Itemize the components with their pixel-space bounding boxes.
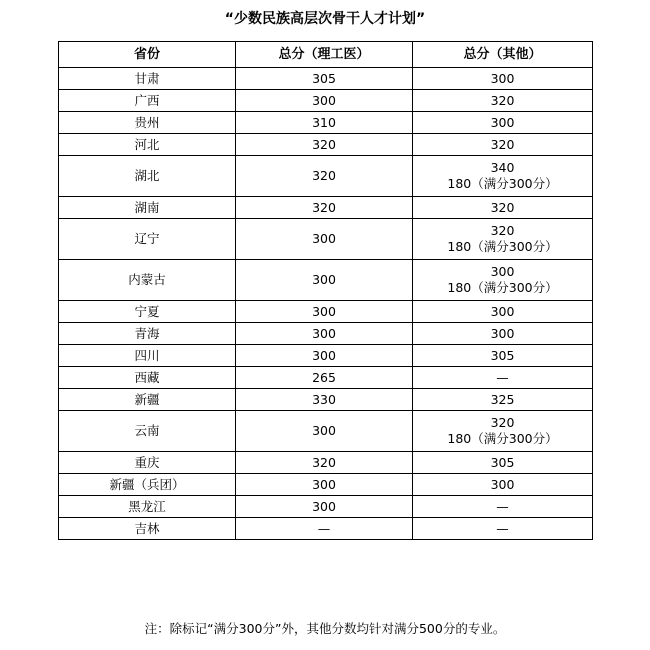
table-row — [59, 260, 593, 301]
science-score-cell: 300 — [236, 301, 413, 323]
province-cell: 青海 — [59, 323, 236, 345]
other-score-cell — [413, 112, 593, 134]
other-score-cell — [413, 197, 593, 219]
science-score-cell: 300 — [236, 345, 413, 367]
footnote: 注：除标记“满分300分”外，其他分数均针对满分500分的专业。 — [144, 621, 506, 636]
science-score-cell: 320 — [236, 197, 413, 219]
other-score-line: 180（满分300分） — [447, 176, 558, 191]
science-score-cell: 300 — [236, 219, 413, 260]
science-score-cell: — — [236, 518, 413, 540]
province-cell: 内蒙古 — [59, 260, 236, 301]
other-score-cell — [413, 156, 593, 197]
other-score-cell — [413, 219, 593, 260]
other-score-line: 320 — [490, 92, 515, 108]
other-score-cell — [413, 367, 593, 389]
science-score-cell: 330 — [236, 389, 413, 411]
table-row — [59, 345, 593, 367]
table-row — [59, 496, 593, 518]
document-title: “少数民族高层次骨干人才计划” — [224, 11, 426, 27]
science-score-cell: 300 — [236, 474, 413, 496]
other-score-cell — [413, 452, 593, 474]
science-score-cell: 300 — [236, 260, 413, 301]
other-score-cell — [413, 518, 593, 540]
other-score-cell — [413, 389, 593, 411]
science-score-cell: 300 — [236, 323, 413, 345]
table-row — [59, 367, 593, 389]
table-header-row — [59, 42, 593, 68]
other-score-line: 300 — [490, 264, 515, 279]
province-cell: 吉林 — [59, 518, 236, 540]
table-row — [59, 518, 593, 540]
other-score-line: 300 — [490, 70, 515, 86]
table-row — [59, 112, 593, 134]
other-score-line: 305 — [490, 454, 515, 470]
other-score-line: — — [496, 520, 509, 536]
other-score-cell — [413, 260, 593, 301]
province-cell: 河北 — [59, 134, 236, 156]
province-cell: 贵州 — [59, 112, 236, 134]
other-score-cell — [413, 496, 593, 518]
province-cell: 黑龙江 — [59, 496, 236, 518]
table-row — [59, 411, 593, 452]
province-cell: 湖南 — [59, 197, 236, 219]
science-score-cell: 300 — [236, 496, 413, 518]
science-score-cell: 320 — [236, 452, 413, 474]
province-cell: 湖北 — [59, 156, 236, 197]
province-cell: 西藏 — [59, 367, 236, 389]
science-score-cell: 300 — [236, 90, 413, 112]
other-score-cell — [413, 323, 593, 345]
other-score-line: 320 — [490, 223, 515, 238]
science-score-cell: 310 — [236, 112, 413, 134]
other-score-cell — [413, 301, 593, 323]
science-score-cell: 320 — [236, 156, 413, 197]
other-score-line: 300 — [490, 325, 515, 341]
score-table — [58, 41, 593, 540]
other-score-line: 305 — [490, 347, 515, 363]
other-score-line: 180（满分300分） — [447, 431, 558, 446]
other-score-cell — [413, 90, 593, 112]
table-row — [59, 68, 593, 90]
table-row — [59, 301, 593, 323]
table-row — [59, 156, 593, 197]
science-score-cell: 305 — [236, 68, 413, 90]
other-score-line: 180（满分300分） — [447, 239, 558, 254]
other-score-line: 320 — [490, 199, 515, 215]
other-score-cell — [413, 345, 593, 367]
other-score-cell — [413, 68, 593, 90]
province-cell: 辽宁 — [59, 219, 236, 260]
province-cell: 重庆 — [59, 452, 236, 474]
table-row — [59, 90, 593, 112]
table-row — [59, 134, 593, 156]
science-score-cell: 265 — [236, 367, 413, 389]
other-score-line: 180（满分300分） — [447, 280, 558, 295]
other-score-cell — [413, 411, 593, 452]
table-row — [59, 474, 593, 496]
table-row — [59, 452, 593, 474]
province-cell: 云南 — [59, 411, 236, 452]
other-score-line: 340 — [490, 160, 515, 175]
table-row — [59, 197, 593, 219]
other-score-line: 325 — [490, 391, 515, 407]
table-row — [59, 389, 593, 411]
province-cell: 广西 — [59, 90, 236, 112]
table-body — [59, 68, 593, 540]
province-cell: 甘肃 — [59, 68, 236, 90]
other-score-line: 320 — [490, 136, 515, 152]
other-score-line: — — [496, 369, 509, 385]
other-score-line: — — [496, 498, 509, 514]
province-cell: 宁夏 — [59, 301, 236, 323]
science-score-cell: 320 — [236, 134, 413, 156]
header-science-total: 总分（理工医） — [236, 42, 413, 68]
table-row — [59, 323, 593, 345]
province-cell: 新疆（兵团） — [59, 474, 236, 496]
other-score-cell — [413, 474, 593, 496]
province-cell: 新疆 — [59, 389, 236, 411]
other-score-line: 320 — [490, 415, 515, 430]
other-score-line: 300 — [490, 476, 515, 492]
header-other-total: 总分（其他） — [413, 42, 593, 68]
header-province: 省份 — [59, 42, 236, 68]
other-score-line: 300 — [490, 303, 515, 319]
science-score-cell: 300 — [236, 411, 413, 452]
province-cell: 四川 — [59, 345, 236, 367]
other-score-cell — [413, 134, 593, 156]
other-score-line: 300 — [490, 114, 515, 130]
table-row — [59, 219, 593, 260]
